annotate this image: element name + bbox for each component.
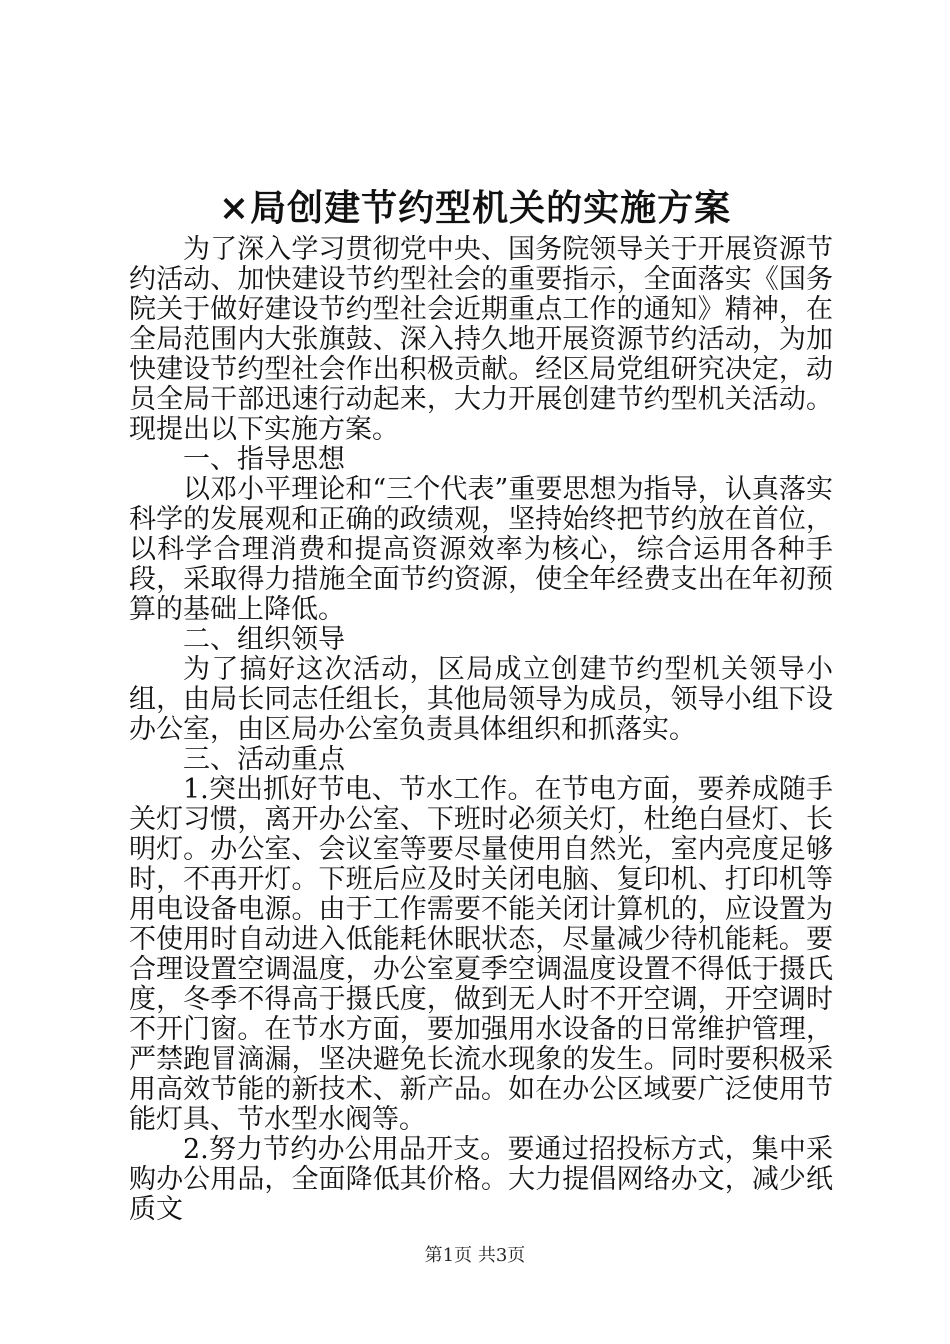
section-heading-organization: 二、组织领导 — [183, 624, 345, 655]
activity-focus-paragraph-1: 1.突出抓好节电、节水工作。在节电方面，要养成随手关灯习惯，离开办公室、下班时必须关灯，杜绝白昼灯、长明灯。办公室、会议室等要尽量使用自然光，室内亮度足够时，不再开灯。下班后应及时关闭电脑、复印机、打印机等用电设备电源。由于工作需要不能关闭计算机的，应设置为不使用时自动进入低能耗休眠状态，尽量减少待机能耗。要合理设置空调温度，办公室夏季空调温度设置不得低于摄氏度，冬季不得高于摄氏度，做到无人时不开空调，开空调时不开门窗。在节水方面，要加强用水设备的日常维护管理，严禁跑冒滴漏，坚决避免长流水现象的发生。同时要积极采用高效节能的新技术、新产品。如在办公区域要广泛使用节能灯具、节水型水阀等。 — [129, 774, 833, 1135]
document-body — [129, 235, 833, 1225]
activity-focus-paragraph-2: 2.努力节约办公用品开支。要通过招投标方式，集中采购办公用品，全面降低其价格。大力提倡网络办文，减少纸质文 — [129, 1134, 833, 1225]
section-heading-activity-focus: 三、活动重点 — [183, 744, 345, 775]
intro-paragraph: 为了深入学习贯彻党中央、国务院领导关于开展资源节约活动、加快建设节约型社会的重要指示，全面落实《国务院关于做好建设节约型社会近期重点工作的通知》精神，在全局范围内大张旗鼓、深入持久地开展资源节约活动，为加快建设节约型社会作出积极贡献。经区局党组研究决定，动员全局干部迅速行动起来，大力开展创建节约型机关活动。现提出以下实施方案。 — [129, 234, 833, 445]
page-footer: 第1页 共3页 — [424, 1245, 526, 1266]
guiding-thought-paragraph: 以邓小平理论和“三个代表”重要思想为指导，认真落实科学的发展观和正确的政绩观，坚持始终把节约放在首位，以科学合理消费和提高资源效率为核心，综合运用各种手段，采取得力措施全面节约资源，使全年经费支出在年初预算的基础上降低。 — [129, 474, 833, 625]
document-title: ×局创建节约型机关的实施方案 — [218, 187, 732, 229]
organization-paragraph: 为了搞好这次活动，区局成立创建节约型机关领导小组，由局长同志任组长，其他局领导为成员，领导小组下设办公室，由区局办公室负责具体组织和抓落实。 — [129, 654, 833, 745]
section-heading-guiding-thought: 一、指导思想 — [183, 444, 345, 475]
